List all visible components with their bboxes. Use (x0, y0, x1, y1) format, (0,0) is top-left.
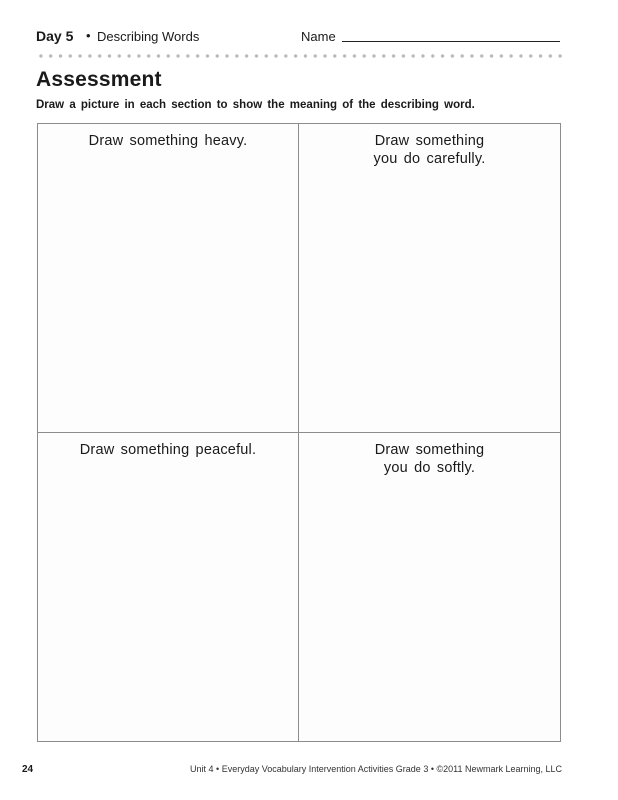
page-title: Assessment (36, 68, 162, 91)
name-line-field[interactable] (342, 41, 560, 42)
topic-label: Describing Words (97, 29, 200, 44)
worksheet-header (36, 26, 576, 48)
page-number: 24 (22, 764, 34, 775)
prompt-text: you do softly. (383, 459, 476, 476)
name-label: Name (301, 29, 336, 44)
drawing-grid (37, 123, 561, 742)
day-label: Day 5 (36, 28, 74, 44)
prompt-text: Draw something (374, 133, 485, 149)
drawing-box-softly[interactable] (299, 433, 560, 742)
prompt-text: Draw something (374, 441, 485, 458)
prompt-text: Draw something peaceful. (79, 441, 257, 458)
footer-credit: Unit 4 • Everyday Vocabulary Intervention Activities Grade 3 • ©2011 Newmark Learning, LLC (190, 764, 562, 774)
drawing-box-heavy[interactable] (38, 124, 299, 433)
bullet-separator: • (86, 28, 91, 43)
drawing-box-peaceful[interactable] (38, 433, 299, 742)
prompt-text: Draw something heavy. (88, 133, 248, 149)
directions-text: Draw a picture in each section to show the meaning of the describing word. (36, 99, 475, 111)
prompt-text: you do carefully. (373, 151, 486, 167)
dotted-divider (36, 54, 566, 58)
drawing-box-carefully[interactable] (299, 124, 560, 433)
